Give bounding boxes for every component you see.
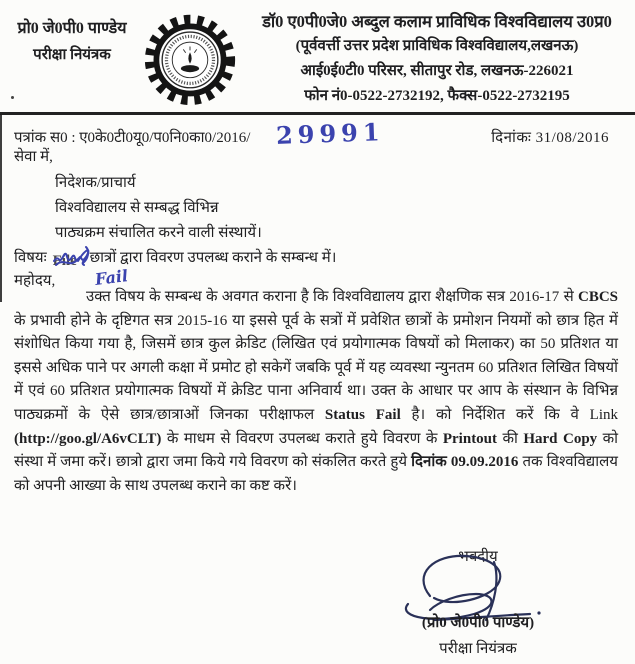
scan-edge-artifact [0, 114, 2, 302]
letter-number-label: पत्रांक स0 : ए0के0टी0यू0/प0नि0का0/2016/ [14, 130, 251, 146]
recipient-line: विश्वविद्यालय से सम्बद्ध विभिन्न [55, 200, 219, 216]
university-phone-fax: फोन नं0-0522-2732192, फैक्स-0522-2732195 [304, 88, 570, 104]
university-seal-icon [142, 8, 238, 108]
letterhead-officer-block [6, 18, 138, 66]
signer-title: परीक्षा नियंत्रक [439, 641, 517, 657]
reference-row [14, 117, 619, 151]
greeting: महोदय, [14, 273, 56, 289]
handwritten-correction: Fail [93, 266, 129, 289]
subject-label: विषयः [14, 250, 47, 266]
recipient-line: निदेशक/प्राचार्य [55, 175, 136, 191]
letterhead-university-block [242, 10, 632, 109]
valediction: भवदीय [458, 549, 498, 565]
salutation: सेवा में, [14, 149, 53, 165]
pen-scribble-icon [52, 253, 129, 289]
university-address: आई0ई0टी0 परिसर, सीतापुर रोड, लखनऊ-226021 [300, 63, 574, 79]
letter-body-paragraph: उक्त विषय के सम्बन्ध के अवगत कराना है कि विश्वविद्यालय द्वारा शैक्षणिक सत्र 2016-17 से CBCS के प्रभावी होने के दृष्टिगत सत्र 2015-16 या इससे पूर्व के सत्रों में प्रवेशित छात्रों के प्रमोशन नियमों को छात्र हित में संशोधित किया गया है, जिसमें छात्र कुल क्रेडिट (लिखित एवं प्रयोगात्मक विषयों को मिलाकर) का 50 प्रतिशत या इससे अधिक पाने पर अगली कक्षा में प्रमोट हो सकेगें जबकि पूर्व में यह व्यवस्था न्युनतम 60 प्रतिशत लिखित विषयों में एवं 60 प्रतिशत प्रयोगात्मक विषयों में क्रेडिट पाना अनिवार्य था। उक्त के आधार पर आप के संस्थान के विभिन्न पाठ्यक्रमों के ऐसे छात्र/छात्राओं जिनका परीक्षाफल Status Fail है। को निर्देशित करें कि वे Link (http://goo.gl/A6vCLT) के माधम से विवरण उपलब्ध कराते हुये विवरण के Printout की Hard Copy को संस्था में जमा करें। छात्रो द्वारा जमा किये गये विवरण को संकलित करते हुये दिनांक 09.09.2016 तक विश्वविद्यालय को अपनी आख्या के साथ उपलब्ध कराने का कष्ट करें। [14, 289, 619, 494]
officer-name: प्रो0 जे0पी0 पाण्डेय [17, 20, 127, 37]
subject-text: छात्रों द्वारा विवरण उपलब्ध कराने के सम्बन्ध में। [89, 250, 337, 266]
letter-date: दिनांकः 31/08/2016 [491, 130, 609, 146]
university-former-name: (पूर्ववर्त्ती उत्तर प्रदेश प्राविधिक विश्वविद्यालय,लखनऊ) [295, 38, 579, 54]
university-name: डॉ0 ए0पी0जे0 अब्दुल कलाम प्राविधिक विश्वविद्यालय उ0प्र0 [262, 12, 612, 31]
struck-printed-word: File [52, 253, 77, 269]
recipient-line: पाठ्यक्रम संचालित करने वाली संस्थायें। [55, 225, 262, 241]
scan-dot-artifact [11, 96, 14, 99]
closing-block [372, 546, 584, 657]
signer-name: (प्रो0 जे0पी0 पाण्डेय) [421, 615, 535, 631]
header-divider [0, 112, 635, 115]
letter-number-handwritten: 29991 [275, 117, 385, 150]
officer-title: परीक्षा नियंत्रक [33, 47, 111, 63]
